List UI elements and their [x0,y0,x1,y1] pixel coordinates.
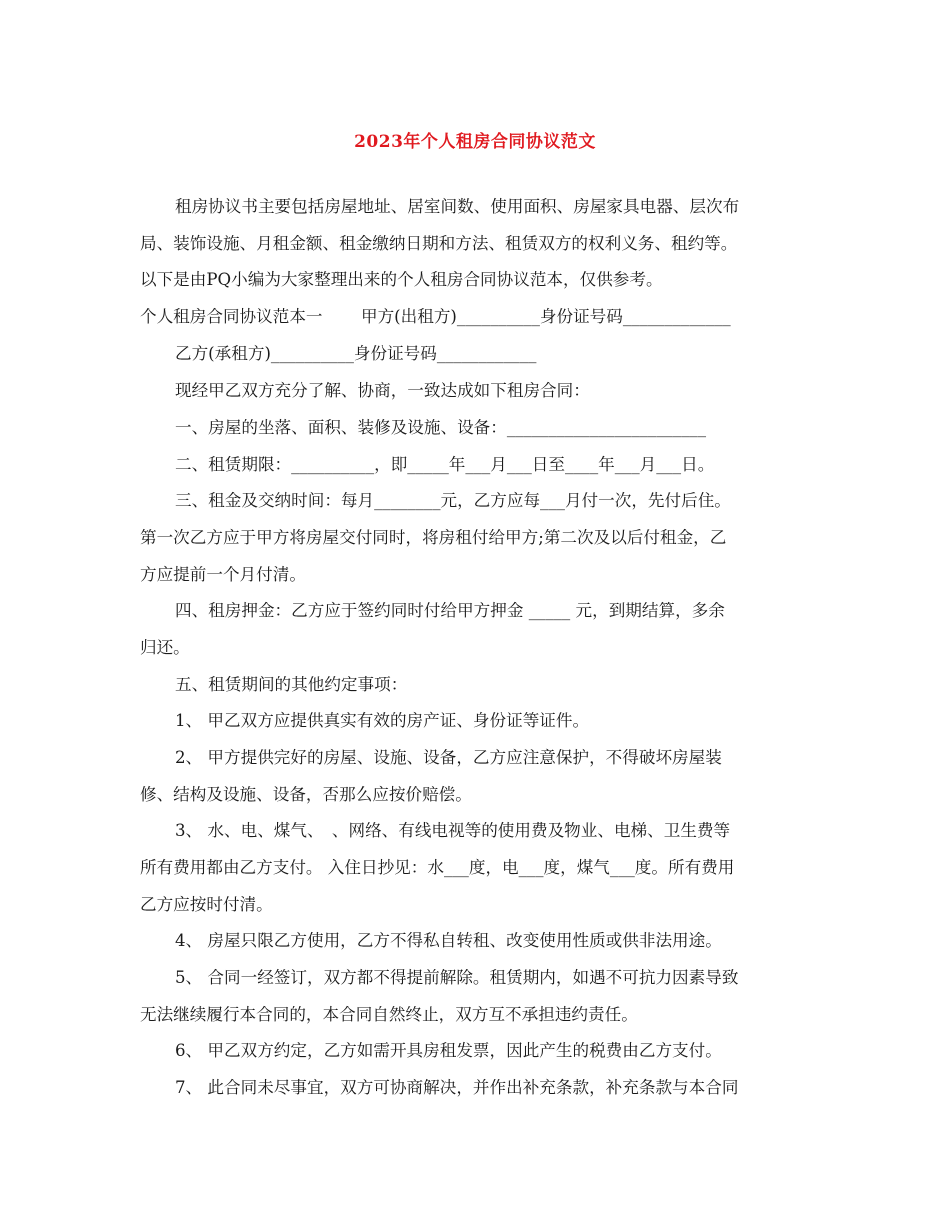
document-title: 2023年个人租房合同协议范文 [354,132,596,152]
paragraph-line: 5、 合同一经签订，双方都不得提前解除。租赁期内，如遇不可抗力因素导致 [175,968,739,987]
paragraph-line: 二、租赁期限：__________，即_____年___月___日至____年___月___日。 [175,455,715,474]
paragraph-line: 乙方应按时付清。 [140,895,273,914]
paragraph-line: 以下是由PQ小编为大家整理出来的个人租房合同协议范本，仅供参考。 [140,270,663,289]
paragraph-line: 五、租赁期间的其他约定事项： [175,675,408,694]
paragraph-line: 现经甲乙双方充分了解、协商，一致达成如下租房合同： [175,381,590,400]
paragraph-line: 所有费用都由乙方支付。 入住日抄见：水___度，电___度，煤气___度。所有费用 [140,858,735,877]
paragraph-line: 租房协议书主要包括房屋地址、居室间数、使用面积、房屋家具电器、层次布 [175,197,740,216]
paragraph-line: 3、 水、电、煤气、 、网络、有线电视等的使用费及物业、电梯、卫生费等 [175,821,731,840]
paragraph-line: 6、 甲乙双方约定，乙方如需开具房租发票，因此产生的税费由乙方支付。 [175,1041,722,1060]
paragraph-line: 四、租房押金：乙方应于签约同时付给甲方押金 _____ 元，到期结算，多余 [175,601,725,620]
paragraph-line: 三、租金及交纳时间：每月________元，乙方应每___月付一次，先付后住。 [175,491,731,510]
paragraph-line: 乙方(承租方)__________身份证号码____________ [175,344,537,363]
paragraph-line: 修、结构及设施、设备，否那么应按价赔偿。 [140,785,472,804]
paragraph-line: 局、装饰设施、月租金额、租金缴纳日期和方法、租赁双方的权利义务、租约等。 [140,234,738,253]
paragraph-line: 一、房屋的坐落、面积、装修及设施、设备：________________________ [175,418,706,437]
paragraph-line: 无法继续履行本合同的，本合同自然终止，双方互不承担违约责任。 [140,1005,638,1024]
paragraph-line: 7、 此合同未尽事宜，双方可协商解决，并作出补充条款，补充条款与本合同 [175,1078,739,1097]
paragraph-line: 4、 房屋只限乙方使用，乙方不得私自转租、改变使用性质或供非法用途。 [175,931,722,950]
paragraph-line: 1、 甲乙双方应提供真实有效的房产证、身份证等证件。 [175,711,590,730]
paragraph-line: 2、 甲方提供完好的房屋、设施、设备，乙方应注意保护，不得破坏房屋装 [175,748,722,767]
paragraph-line: 第一次乙方应于甲方将房屋交付同时，将房租付给甲方;第二次及以后付租金，乙 [140,528,727,547]
paragraph-line: 个人租房合同协议范本一 甲方(出租方)__________身份证号码_____________ [140,307,731,326]
paragraph-line: 归还。 [140,638,190,657]
paragraph-line: 方应提前一个月付清。 [140,565,306,584]
